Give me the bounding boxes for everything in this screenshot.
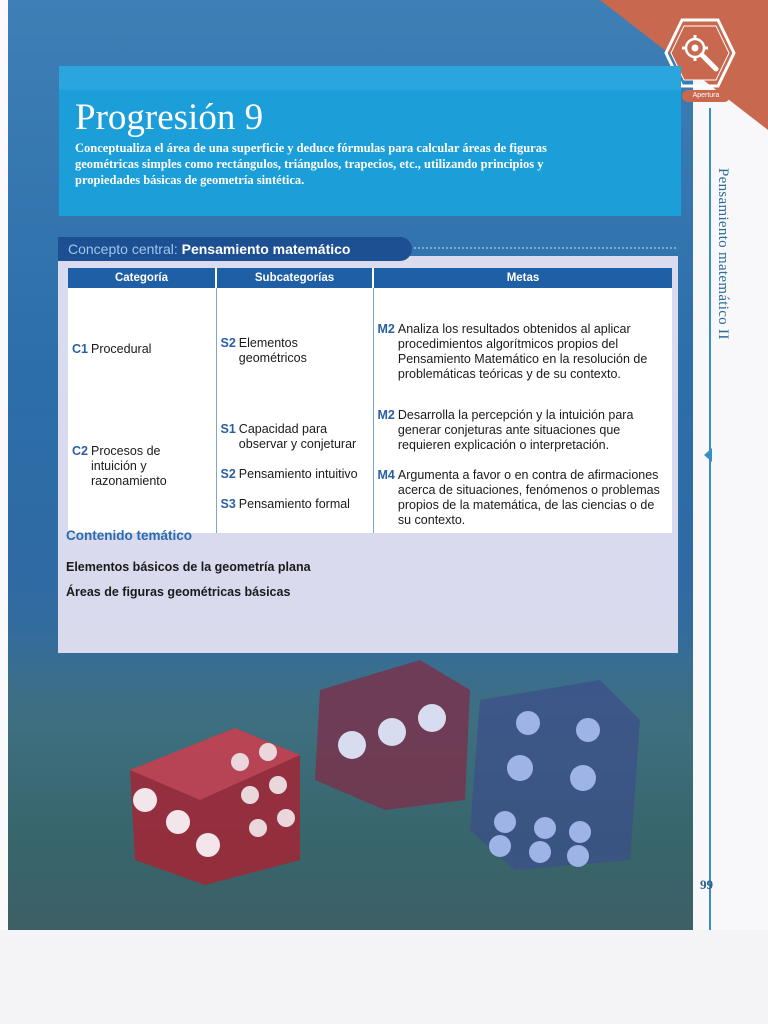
goal-label: Desarrolla la percepción y la intuición para generar conjeturas ante situaciones que requieren explicación o interpretación. — [397, 408, 634, 452]
goal-item — [378, 322, 666, 382]
subcategory-item — [221, 497, 371, 512]
goal-item — [378, 408, 666, 453]
goal-label: Analiza los resultados obtenidos al aplicar procedimientos algorítmicos propios del Pensamiento Matemático en la resolución de problemáticas teóricas y de su contexto. — [397, 322, 648, 381]
subcategory-label: Pensamiento intuitivo — [238, 467, 358, 481]
categories-cell — [68, 288, 216, 533]
subcategory-code: S1 — [220, 422, 236, 436]
subcategory-label: Elementos geométricos — [238, 336, 307, 365]
goal-code: M2 — [377, 408, 395, 422]
subcategory-item — [221, 422, 361, 452]
table-header-row — [68, 268, 672, 288]
subcategory-code: S2 — [220, 336, 236, 350]
book-title: Pensamiento matemático II — [715, 168, 731, 340]
right-margin — [693, 0, 768, 930]
side-rule — [709, 108, 711, 930]
category-item — [72, 342, 151, 357]
progression-description: Conceptualiza el área de una superficie y deduce fórmulas para calcular áreas de figuras geométricas simples como rectángulos, triángulos, trapecios, etc., utilizando principios y propiedades básicas de geometría sintética. — [75, 141, 547, 187]
category-code: C2 — [72, 444, 88, 458]
page-title: Progresión 9 — [75, 97, 264, 138]
thematic-item: Elementos básicos de la geometría plana — [66, 560, 311, 574]
category-label: Procesos de intuición y razonamiento — [90, 444, 167, 488]
background-photo — [8, 640, 693, 930]
subcategory-code: S3 — [220, 497, 236, 511]
subcategory-item — [221, 336, 326, 366]
dotted-rule — [414, 247, 676, 249]
subcategory-item — [221, 467, 371, 482]
category-code: C1 — [72, 342, 88, 356]
subcategory-label: Pensamiento formal — [238, 497, 350, 511]
goal-code: M2 — [377, 322, 395, 336]
category-item — [72, 444, 184, 489]
subcategory-label: Capacidad para observar y conjeturar — [238, 422, 357, 451]
header-metas: Metas — [373, 268, 672, 288]
concept-value: Pensamiento matemático — [181, 241, 351, 257]
table-row — [68, 288, 672, 533]
page-number: 99 — [700, 877, 713, 892]
category-label: Procedural — [90, 342, 152, 356]
concept-label: Concepto central: — [68, 241, 178, 257]
concept-central-bar — [58, 237, 412, 261]
side-marker — [704, 448, 712, 462]
header-subcategorias: Subcategorías — [216, 268, 373, 288]
goal-label: Argumenta a favor o en contra de afirmaciones acerca de situaciones, fenómenos o problemas propios de la matemática, de las ciencias o de su contexto. — [397, 468, 660, 527]
apertura-badge: Apertura — [682, 90, 730, 102]
goal-code: M4 — [377, 468, 395, 482]
header-categoria: Categoría — [68, 268, 216, 288]
thematic-content-heading: Contenido temático — [66, 528, 193, 543]
progression-table — [68, 268, 672, 533]
thematic-item: Áreas de figuras geométricas básicas — [66, 585, 291, 599]
goal-item — [378, 468, 666, 528]
goals-cell — [373, 288, 672, 533]
subcategories-cell — [216, 288, 373, 533]
subcategory-code: S2 — [220, 467, 236, 481]
